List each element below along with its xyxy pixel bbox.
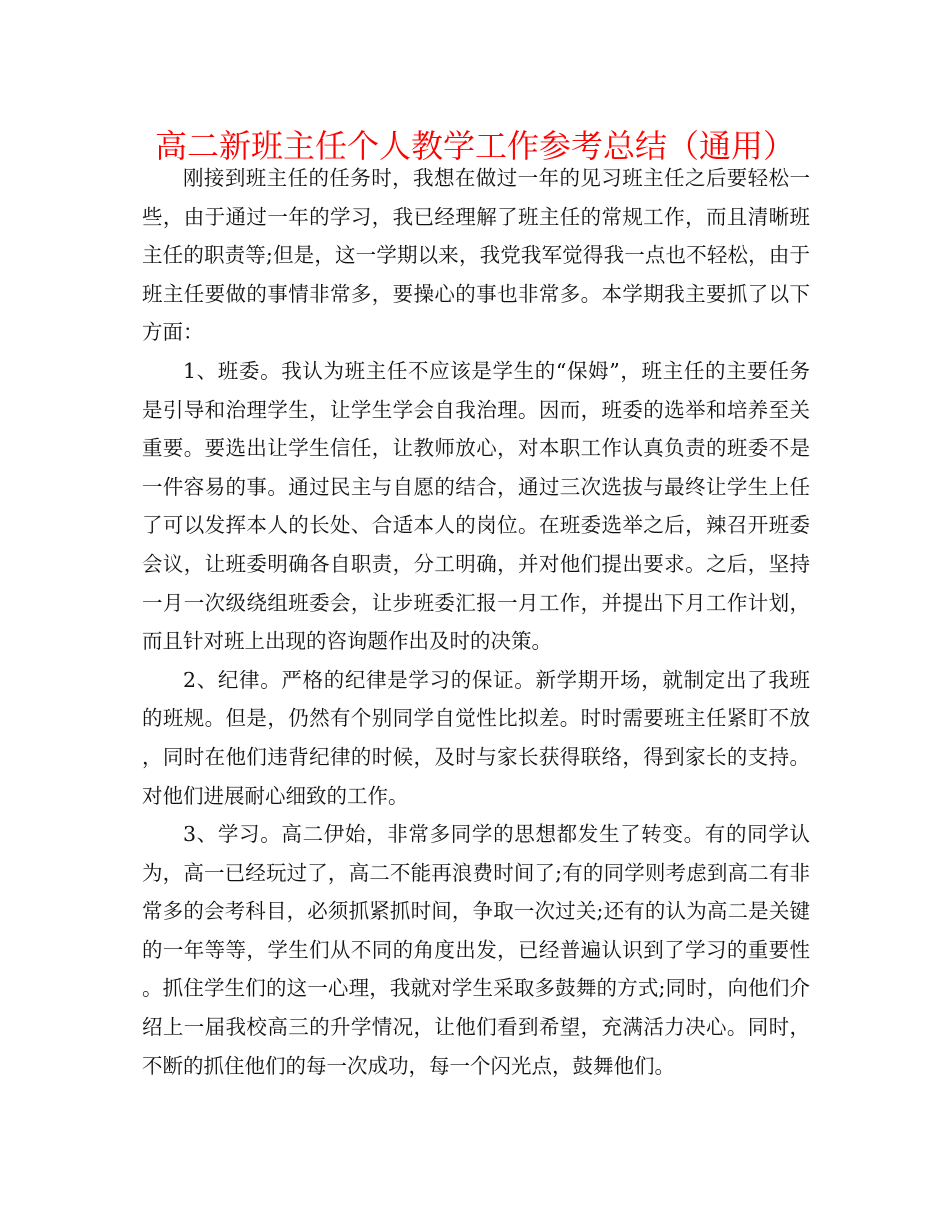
paragraph-class-committee: 1、班委。我认为班主任不应该是学生的“保姆”，班主任的主要任务是引导和治理学生，让学生学会自我治理。因而，班委的选举和培养至关重要。要选出让学生信任，让教师放心，对本职工作认真负责的班委不是一件容易的事。通过民主与自愿的结合，通过三次选拔与最终让学生上任了可以发挥本人的长处、合适本人的岗位。在班委选举之后，辣召开班委会议，让班委明确各自职责，分工明确，并对他们提出要求。之后，坚持一月一次级绕组班委会，让步班委汇报一月工作，并提出下月工作计划，而且针对班上出现的咨询题作出及时的决策。 [142,358,810,654]
paragraph-intro: 刚接到班主任的任务时，我想在做过一年的见习班主任之后要轻松一些，由于通过一年的学习，我已经理解了班主任的常规工作，而且清晰班主任的职责等;但是，这一学期以来，我党我军觉得我一点也不轻松，由于班主任要做的事情非常多，要操心的事也非常多。本学期我主要抓了以下方面： [142,166,810,345]
paragraph-discipline: 2、纪律。严格的纪律是学习的保证。新学期开场，就制定出了我班的班规。但是，仍然有个别同学自觉性比拟差。时时需要班主任紧盯不放，同时在他们违背纪律的时候，及时与家长获得联络，得到家长的支持。对他们进展耐心细致的工作。 [142,667,810,808]
paragraph-study: 3、学习。高二伊始，非常多同学的思想都发生了转变。有的同学认为，高一已经玩过了，高二不能再浪费时间了;有的同学则考虑到高二有非常多的会考科目，必须抓紧抓时间，争取一次过关;还有的认为高二是关键的一年等等，学生们从不同的角度出发，已经普遍认识到了学习的重要性。抓住学生们的这一心理，我就对学生采取多鼓舞的方式;同时，向他们介绍上一届我校高三的升学情况，让他们看到希望，充满活力决心。同时，不断的抓住他们的每一次成功，每一个闪光点，鼓舞他们。 [142,822,810,1078]
document-title: 高二新班主任个人教学工作参考总结（通用） [154,127,795,165]
document-body [142,159,810,1085]
